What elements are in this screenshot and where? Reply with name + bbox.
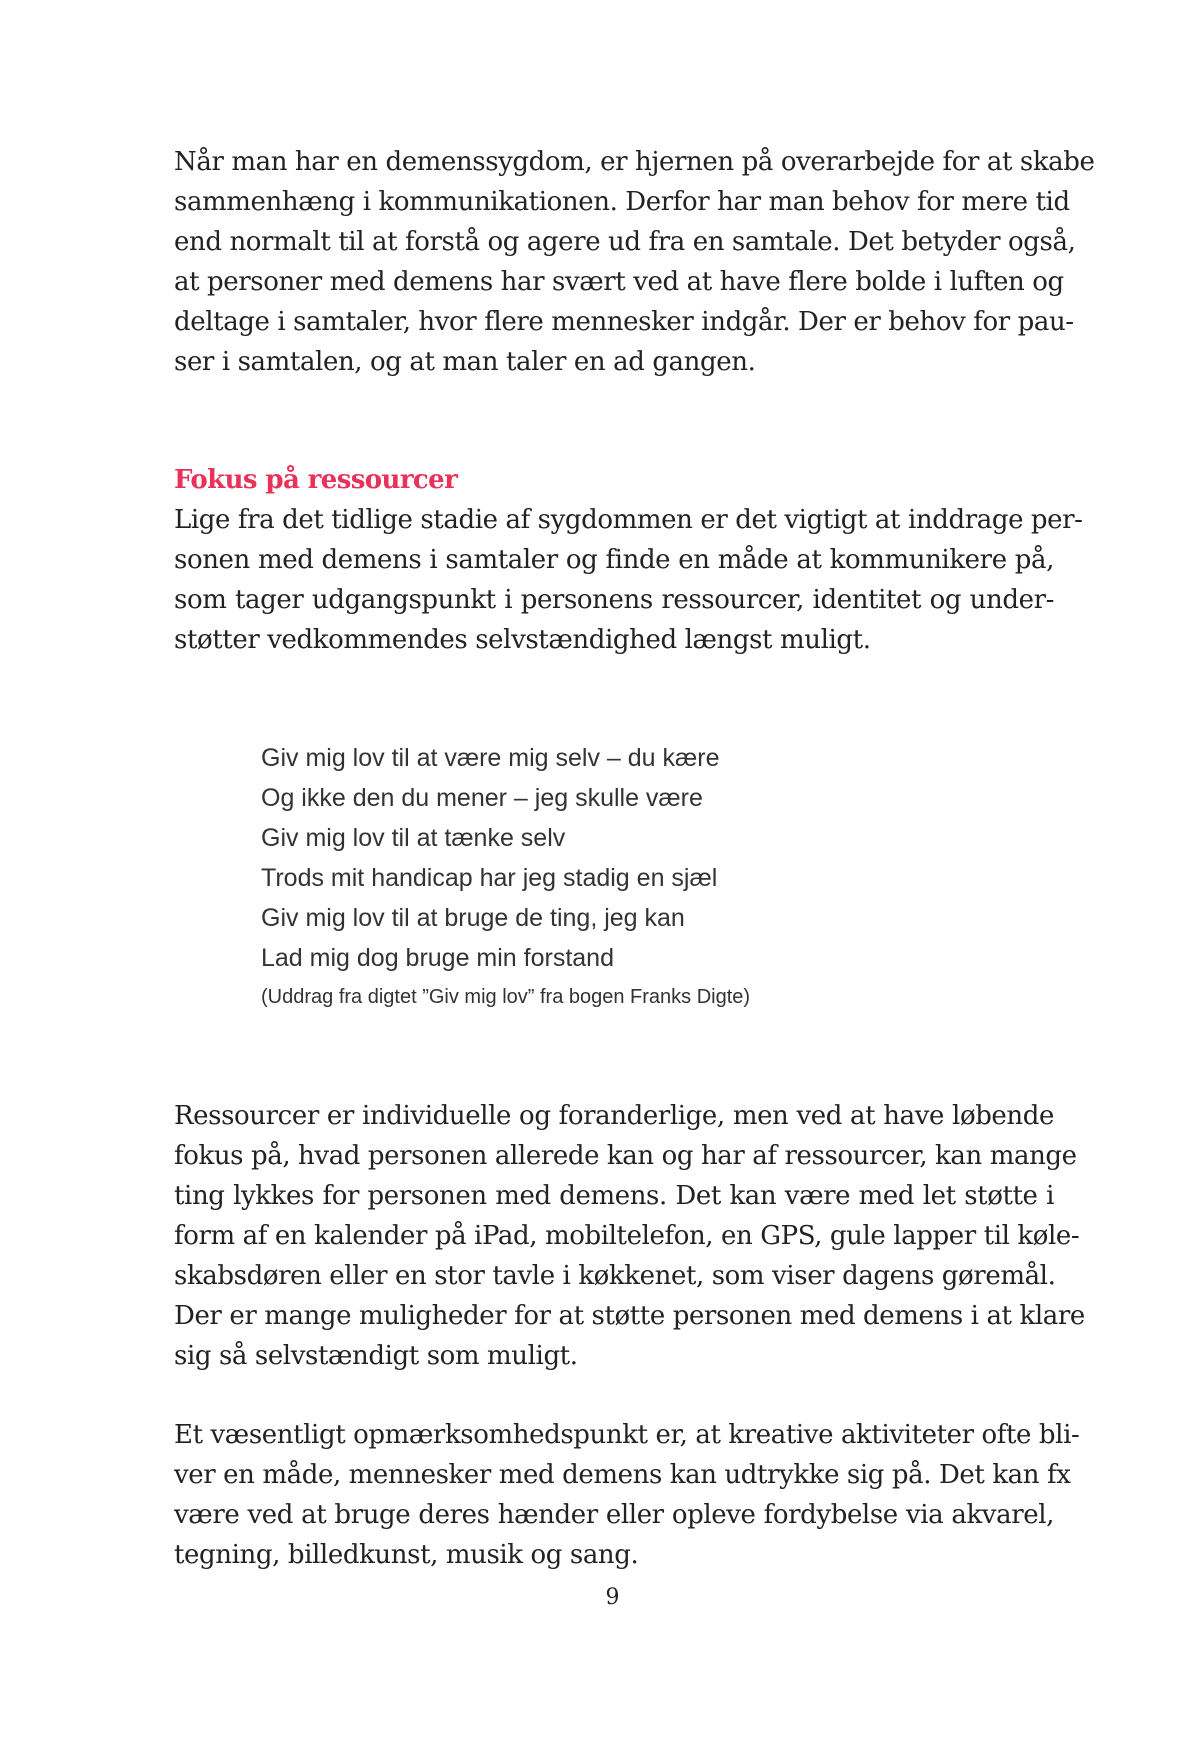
poem-line: Giv mig lov til at være mig selv – du kære [261,744,720,772]
paragraph-line: Der er mange muligheder for at støtte personen med demens i at klare [174,1301,1085,1331]
poem-quote [261,738,750,1016]
paragraph-line: fokus på, hvad personen allerede kan og har af ressourcer, kan mange [174,1141,1077,1171]
paragraph-line: deltage i samtaler, hvor flere mennesker indgår. Der er behov for pau- [174,307,1074,337]
poem-line: Lad mig dog bruge min forstand [261,944,614,972]
paragraph-line: skabsdøren eller en stor tavle i køkkenet, som viser dagens gøremål. [174,1261,1056,1291]
paragraph-resources-support [174,1096,1085,1376]
paragraph-line: ver en måde, mennesker med demens kan udtrykke sig på. Det kan fx [174,1460,1071,1490]
paragraph-line: Ressourcer er individuelle og foranderlige, men ved at have løbende [174,1101,1054,1131]
paragraph-line: Lige fra det tidlige stadie af sygdommen er det vigtigt at inddrage per- [174,505,1083,535]
paragraph-line: støtter vedkommendes selvstændighed længst muligt. [174,625,871,655]
paragraph-line: ser i samtalen, og at man taler en ad gangen. [174,347,756,377]
paragraph-line: Når man har en demenssygdom, er hjernen på overarbejde for at skabe [174,147,1095,177]
poem-line: Giv mig lov til at bruge de ting, jeg kan [261,904,685,932]
section-heading: Fokus på ressourcer [174,465,458,495]
paragraph-line: Et væsentligt opmærksomhedspunkt er, at kreative aktiviteter ofte bli- [174,1420,1080,1450]
paragraph-line: end normalt til at forstå og agere ud fra en samtale. Det betyder også, [174,227,1076,257]
poem-line: Og ikke den du mener – jeg skulle være [261,784,703,812]
paragraph-communication [174,142,1095,382]
paragraph-creative-activities [174,1415,1080,1575]
paragraph-line: være ved at bruge deres hænder eller opleve fordybelse via akvarel, [174,1500,1054,1530]
page-number: 9 [605,1585,620,1610]
poem-source: (Uddrag fra digtet ”Giv mig lov” fra bogen Franks Digte) [261,986,751,1008]
poem-line: Trods mit handicap har jeg stadig en sjæl [261,864,718,892]
poem-line: Giv mig lov til at tænke selv [261,824,566,852]
paragraph-line: sammenhæng i kommunikationen. Derfor har man behov for mere tid [174,187,1070,217]
paragraph-line: som tager udgangspunkt i personens ressourcer, identitet og under- [174,585,1054,615]
paragraph-line: ting lykkes for personen med demens. Det kan være med let støtte i [174,1181,1054,1211]
paragraph-line: sig så selvstændigt som muligt. [174,1341,578,1371]
paragraph-line: tegning, billedkunst, musik og sang. [174,1540,639,1570]
paragraph-line: at personer med demens har svært ved at have flere bolde i luften og [174,267,1064,297]
paragraph-resources-intro [174,500,1083,660]
paragraph-line: sonen med demens i samtaler og finde en måde at kommunikere på, [174,545,1054,575]
paragraph-line: form af en kalender på iPad, mobiltelefon, en GPS, gule lapper til køle- [174,1221,1080,1251]
